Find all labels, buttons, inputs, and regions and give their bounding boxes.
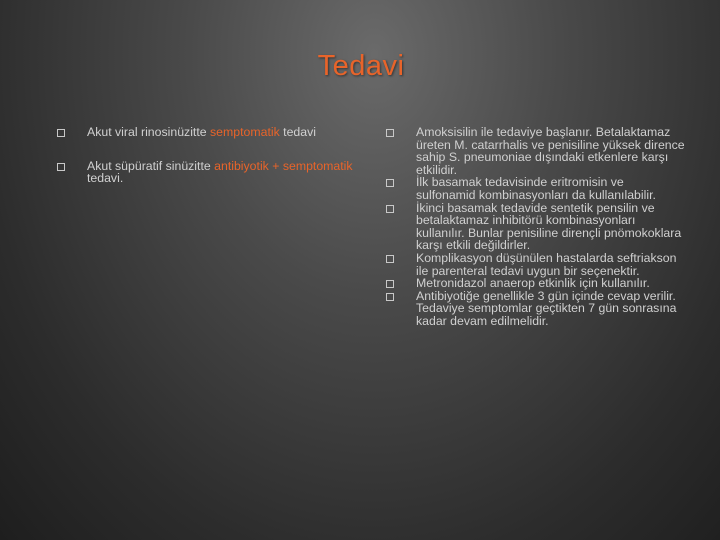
item-text: İlk basamak tedavisinde eritromisin ve sulfonamid kombinasyonları da kullanılabilir. (416, 175, 656, 202)
item-text: Amoksisilin ile tedaviye başlanır. Betalaktamaz üreten M. catarrhalis ve penisiline yüksek dirence sahip S. pneumoniae dışındaki etkenlere karşı etkilidir. (416, 125, 685, 177)
square-bullet-icon (386, 179, 394, 187)
right-column (386, 126, 686, 328)
right-bullet-list (386, 126, 686, 328)
square-bullet-icon (386, 205, 394, 213)
square-bullet-icon (386, 129, 394, 137)
left-bullet-list (57, 126, 357, 185)
slide-title: Tedavi (317, 50, 405, 82)
highlighted-text: antibiyotik + semptomatik (214, 158, 353, 173)
right-list-item (386, 126, 686, 176)
left-list-item (57, 160, 357, 185)
right-list-item (386, 290, 686, 328)
square-bullet-icon (57, 163, 65, 171)
left-list-item (57, 126, 357, 139)
square-bullet-icon (386, 255, 394, 263)
left-column (57, 126, 357, 207)
square-bullet-icon (386, 293, 394, 301)
item-text: tedavi. (87, 171, 124, 186)
item-text: Metronidazol anaerop etkinlik için kullanılır. (416, 276, 650, 291)
right-list-item (386, 176, 686, 201)
item-text: İkinci basamak tedavide sentetik pensilin ve betalaktamaz inhibitörü kombinasyonları kullanılır. Bunlar penisiline dirençli pnömokoklara karşı etkili değildirler. (416, 200, 682, 253)
item-text: tedavi (279, 125, 316, 139)
right-list-item (386, 252, 686, 277)
item-text: Antibiyotiğe genellikle 3 gün içinde cevap verilir. Tedaviye semptomlar geçtikten 7 gün sonrasına kadar devam edilmelidir. (416, 288, 677, 328)
item-text: Akut viral rinosinüzitte (87, 125, 211, 139)
square-bullet-icon (57, 129, 65, 137)
item-text: Komplikasyon düşünülen hastalarda seftriakson ile parenteral tedavi uygun bir seçenektir. (416, 250, 677, 278)
square-bullet-icon (386, 280, 394, 288)
highlighted-text: semptomatik (210, 125, 280, 139)
right-list-item (386, 202, 686, 252)
item-text: Akut süpüratif sinüzitte (87, 158, 215, 173)
